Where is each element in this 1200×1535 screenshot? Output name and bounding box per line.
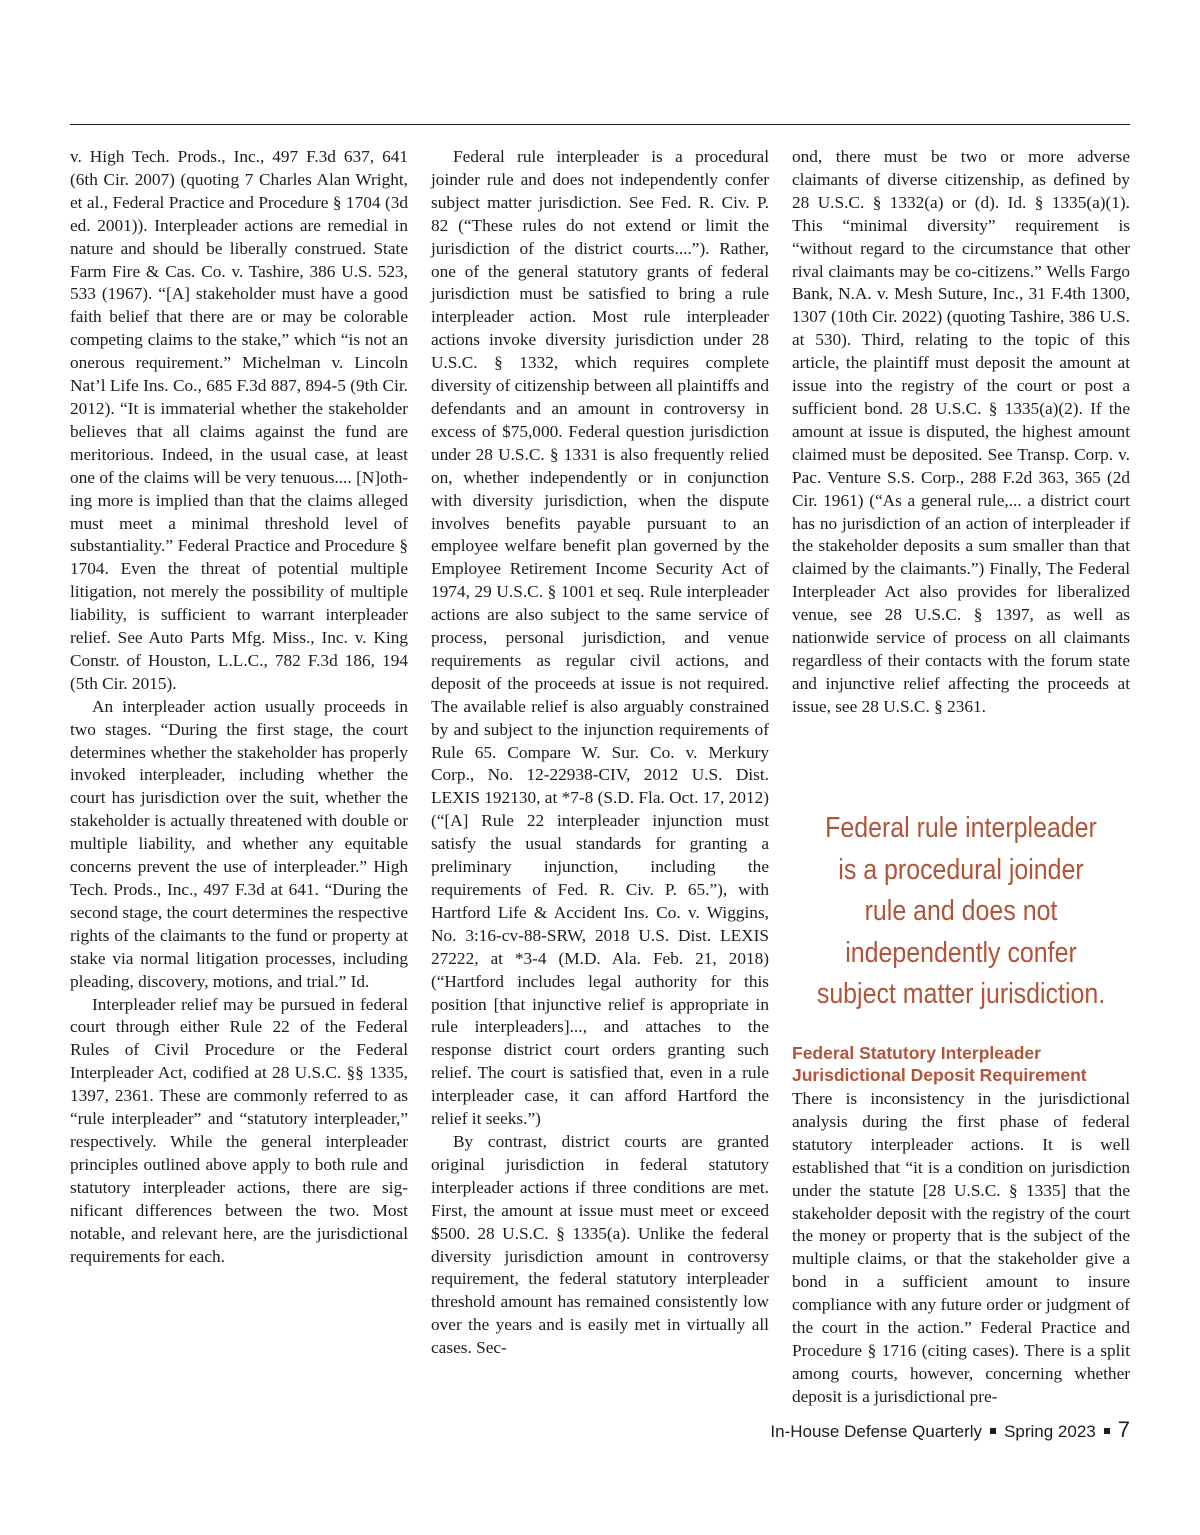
column-3 xyxy=(792,146,1130,719)
bullet-separator-icon xyxy=(1104,1428,1110,1434)
pull-quote xyxy=(816,808,1107,1016)
column-1 xyxy=(70,146,408,1268)
pull-quote-line: Federal rule interpleader xyxy=(825,812,1097,844)
footer-issue: Spring 2023 xyxy=(1004,1422,1096,1441)
page-number: 7 xyxy=(1117,1417,1130,1442)
column-3-continued xyxy=(792,1088,1130,1409)
col1-paragraph-2: An interpleader action usually proceeds in two stages. “During the first stage, the court determines whether the stakeholder has properly invoked interpleader, including whether the court has jurisdiction over the suit, whether the stakeholder is actually threatened with double or multiple liability, and whether any equitable concerns prevent the use of interpleader.” High Tech. Prods., Inc., 497 F.3d at 641. “During the second stage, the court determines the respective rights of the claimants to the fund or property at stake via normal litigation processes, including pleading, discovery, motions, and trial.” Id. xyxy=(70,696,408,991)
col2-paragraph-1: Federal rule interpleader is a procedural joinder rule and does not independently confer subject matter jurisdiction. See Fed. R. Civ. P. 82 (“These rules do not extend or limit the jurisdiction of the district courts....”). Rather, one of the general statutory grants of federal jurisdiction must be satisfied to bring a rule interpleader action. Most rule interpleader actions invoke diversity jurisdiction under 28 U.S.C. § 1332, which requires complete diversity of citizenship between all plaintiffs and defendants and an amount in controversy in excess of $75,000. Federal question jurisdiction under 28 U.S.C. § 1331 is also frequently relied on, whether independently or in conjunction with diversity jurisdiction, when the dispute involves benefits payable pursuant to an employee welfare benefit plan governed by the Employee Retirement Income Security Act of 1974, 29 U.S.C. § 1001 et seq. Rule interpleader actions are also subject to the same service of process, personal jurisdiction, and venue requirements as regular civil actions, and deposit of the proceeds at issue is not required. The available relief is also arguably constrained by and subject to the injunction requirements of Rule 65. Compare W. Sur. Co. v. Merkury Corp., No. 12-22938-CIV, 2012 U.S. Dist. LEXIS 192130, at *7-8 (S.D. Fla. Oct. 17, 2012) (“[A] Rule 22 interpleader injunction must satisfy the usual standards for granting a preliminary injunction, including the requirements of Fed. R. Civ. P. 65.”), with Hartford Life & Accident Ins. Co. v. Wiggins, No. 3:16-cv-88-SRW, 2018 U.S. Dist. LEXIS 27222, at *3-4 (M.D. Ala. Feb. 21, 2018) (“Hartford includes legal authority for this position [that injunctive relief is appropriate in rule interpleaders]..., and attaches to the response district court orders granting such relief. The court is satisfied that, even in a rule interpleader case, it can afford Hartford the relief it seeks.”) xyxy=(431,147,769,1129)
col3-paragraph-2: There is inconsistency in the jurisdictional analysis during the first phase of federal statutory interpleader actions. It is well established that “it is a condition on jurisdiction under the statute [28 U.S.C. § 1335] that the stakeholder deposit with the registry of the court the money or property that is the subject of the multiple claims, or that the stakeholder give a bond in a sufficient amount to insure compliance with any future order or judgment of the court in the action.” Federal Practice and Procedure § 1716 (citing cases). There is a split among courts, however, concerning whether deposit is a jurisdictional pre- xyxy=(792,1089,1130,1406)
page-footer xyxy=(770,1417,1130,1443)
header-rule xyxy=(70,124,1130,125)
pull-quote-line: independently confer xyxy=(845,936,1077,969)
section-heading-line: Jurisdictional Deposit Requirement xyxy=(792,1065,1087,1085)
column-2 xyxy=(431,146,769,1360)
section-heading xyxy=(792,1042,1130,1086)
footer-publication: In-House Defense Quarterly xyxy=(770,1422,983,1441)
bullet-separator-icon xyxy=(990,1428,996,1434)
pull-quote-line: subject matter jurisdiction. xyxy=(816,978,1106,1010)
col3-paragraph-1: ond, there must be two or more adverse claimants of diverse citizenship, as defined by 28 U.S.C. § 1332(a) or (d). Id. § 1335(a)(1). This “minimal diversity” requirement is “without regard to the circumstance that other rival claimants may be co-citizens.” Wells Fargo Bank, N.A. v. Mesh Suture, Inc., 31 F.4th 1300, 1307 (10th Cir. 2022) (quoting Tashire, 386 U.S. at 530). Third, relating to the topic of this article, the plaintiff must deposit the amount at issue into the registry of the court or post a sufficient bond. 28 U.S.C. § 1335(a)(2). If the amount at issue is disputed, the highest amount claimed must be deposited. See Transp. Corp. v. Pac. Venture S.S. Corp., 288 F.2d 363, 365 (2d Cir. 1961) (“As a general rule,... a district court has no jurisdiction of an action of interpleader if the stakeholder deposits a sum smaller than that claimed by the claimants.”) Finally, The Federal Interpleader Act also provides for liberalized venue, see 28 U.S.C. § 1397, as well as nationwide service of process on all claimants regardless of their contacts with the forum state and injunctive relief affecting the proceeds at issue, see 28 U.S.C. § 2361. xyxy=(792,147,1130,716)
col1-paragraph-3: Interpleader relief may be pursued in federal court through either Rule 22 of the Federal Rules of Civil Procedure or the Federal Interpleader Act, codified at 28 U.S.C. §§ 1335, 1397, 2361. These are commonly referred to as “rule interpleader” and “statutory interpleader,” respectively. While the general interpleader principles outlined above apply to both rule and statutory interpleader actions, there are significant differences between the two. Most notable, and relevant here, are the jurisdictional requirements for each. xyxy=(70,994,408,1266)
pull-quote-line: is a procedural joinder xyxy=(838,853,1084,886)
section-heading-line: Federal Statutory Interpleader xyxy=(792,1043,1041,1063)
col2-paragraph-2: By contrast, district courts are granted original jurisdiction in federal statutory interpleader actions if three conditions are met. First, the amount at issue must meet or exceed $500. 28 U.S.C. § 1335(a). Unlike the federal diversity jurisdiction amount in controversy requirement, the federal statutory interpleader threshold amount has remained consistently low over the years and is easily met in virtually all cases. Sec- xyxy=(431,1131,769,1358)
col1-paragraph-1: v. High Tech. Prods., Inc., 497 F.3d 637, 641 (6th Cir. 2007) (quoting 7 Charles Alan Wright, et al., Federal Practice and Procedure § 1704 (3d ed. 2001)). Interpleader actions are remedial in nature and should be liberally construed. State Farm Fire & Cas. Co. v. Tashire, 386 U.S. 523, 533 (1967). “[A] stakeholder must have a good faith belief that there are or may be colorable competing claims to the stake,” which “is not an onerous requirement.” Michelman v. Lincoln Nat’l Life Ins. Co., 685 F.3d 887, 894-5 (9th Cir. 2012). “It is immaterial whether the stakeholder believes that all claims against the fund are meritorious. Indeed, in the usual case, at least one of the claims will be very tenuous.... [N]othing more is implied than that the claims alleged must meet a minimal threshold level of substantiality.” Federal Practice and Procedure § 1704. Even the threat of potential multiple litigation, not merely the possibility of multiple liability, is sufficient to warrant interpleader relief. See Auto Parts Mfg. Miss., Inc. v. King Constr. of Houston, L.L.C., 782 F.3d 186, 194 (5th Cir. 2015). xyxy=(70,147,408,693)
pull-quote-line: rule and does not xyxy=(864,895,1058,927)
